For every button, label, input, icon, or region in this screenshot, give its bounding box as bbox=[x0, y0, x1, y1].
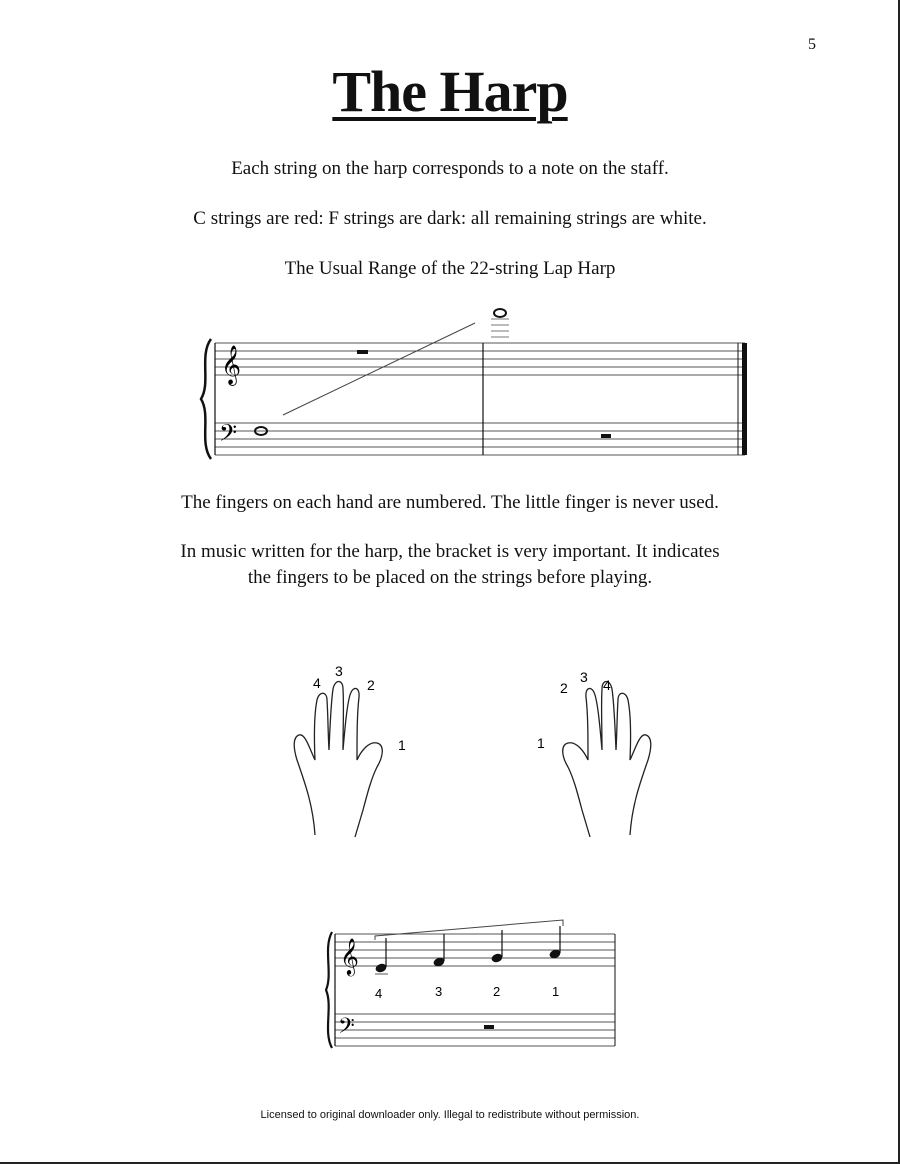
finger-bracket bbox=[375, 920, 563, 940]
left-finger-1: 1 bbox=[398, 737, 406, 753]
bracket-example-staff bbox=[325, 910, 625, 1055]
brace bbox=[201, 339, 211, 459]
license-footer: Licensed to original downloader only. Illegal to redistribute without permission. bbox=[260, 1109, 640, 1121]
left-finger-3: 3 bbox=[335, 663, 343, 679]
bracket-treble-clef-icon: 𝄞 bbox=[340, 938, 359, 974]
range-caption: The Usual Range of the 22-string Lap Harp bbox=[284, 258, 616, 279]
fingers-line: The fingers on each hand are numbered. The little finger is never used. bbox=[181, 492, 719, 513]
high-note bbox=[494, 309, 506, 317]
treble-staff-lines bbox=[215, 343, 745, 375]
bracket-line-2: the fingers to be placed on the strings before playing. bbox=[247, 567, 653, 588]
right-hand-illustration bbox=[530, 655, 660, 840]
right-finger-4: 4 bbox=[603, 677, 611, 693]
right-finger-3: 3 bbox=[580, 669, 588, 685]
left-finger-4: 4 bbox=[313, 675, 321, 691]
range-line bbox=[283, 323, 475, 415]
page-number: 5 bbox=[808, 36, 816, 53]
whole-rest-treble bbox=[357, 350, 368, 354]
fingering-2: 2 bbox=[493, 984, 501, 999]
final-barline-thick bbox=[742, 343, 747, 455]
fingering-1: 1 bbox=[552, 984, 560, 999]
high-note-ledger-lines bbox=[491, 319, 509, 337]
bracket-line-1: In music written for the harp, the bracket is very important. It indicates bbox=[180, 541, 720, 562]
intro-line-2: C strings are red: F strings are dark: all remaining strings are white. bbox=[193, 208, 707, 229]
right-hand-outline bbox=[563, 682, 651, 838]
fingering-3: 3 bbox=[435, 984, 443, 999]
bracket-bass-staff-lines bbox=[335, 1014, 615, 1046]
treble-clef-icon: 𝄞 bbox=[221, 346, 242, 384]
left-finger-2: 2 bbox=[367, 677, 375, 693]
bass-staff-lines bbox=[215, 423, 745, 455]
intro-line-1: Each string on the harp corresponds to a note on the staff. bbox=[231, 158, 669, 179]
right-finger-1: 1 bbox=[537, 735, 545, 751]
bracket-treble-staff-lines bbox=[335, 934, 615, 966]
bracket-bass-whole-rest bbox=[484, 1025, 494, 1029]
bass-clef-icon: 𝄢 bbox=[219, 420, 238, 451]
whole-rest-bass bbox=[601, 434, 611, 438]
page-title: The Harp bbox=[332, 59, 568, 124]
bracket-bass-clef-icon: 𝄢 bbox=[338, 1013, 355, 1043]
left-hand-illustration bbox=[285, 655, 415, 840]
range-grand-staff bbox=[195, 305, 785, 465]
left-hand-outline bbox=[294, 682, 382, 838]
bracket-example-brace bbox=[326, 932, 332, 1048]
fingering-4: 4 bbox=[375, 986, 383, 1001]
right-finger-2: 2 bbox=[560, 680, 568, 696]
